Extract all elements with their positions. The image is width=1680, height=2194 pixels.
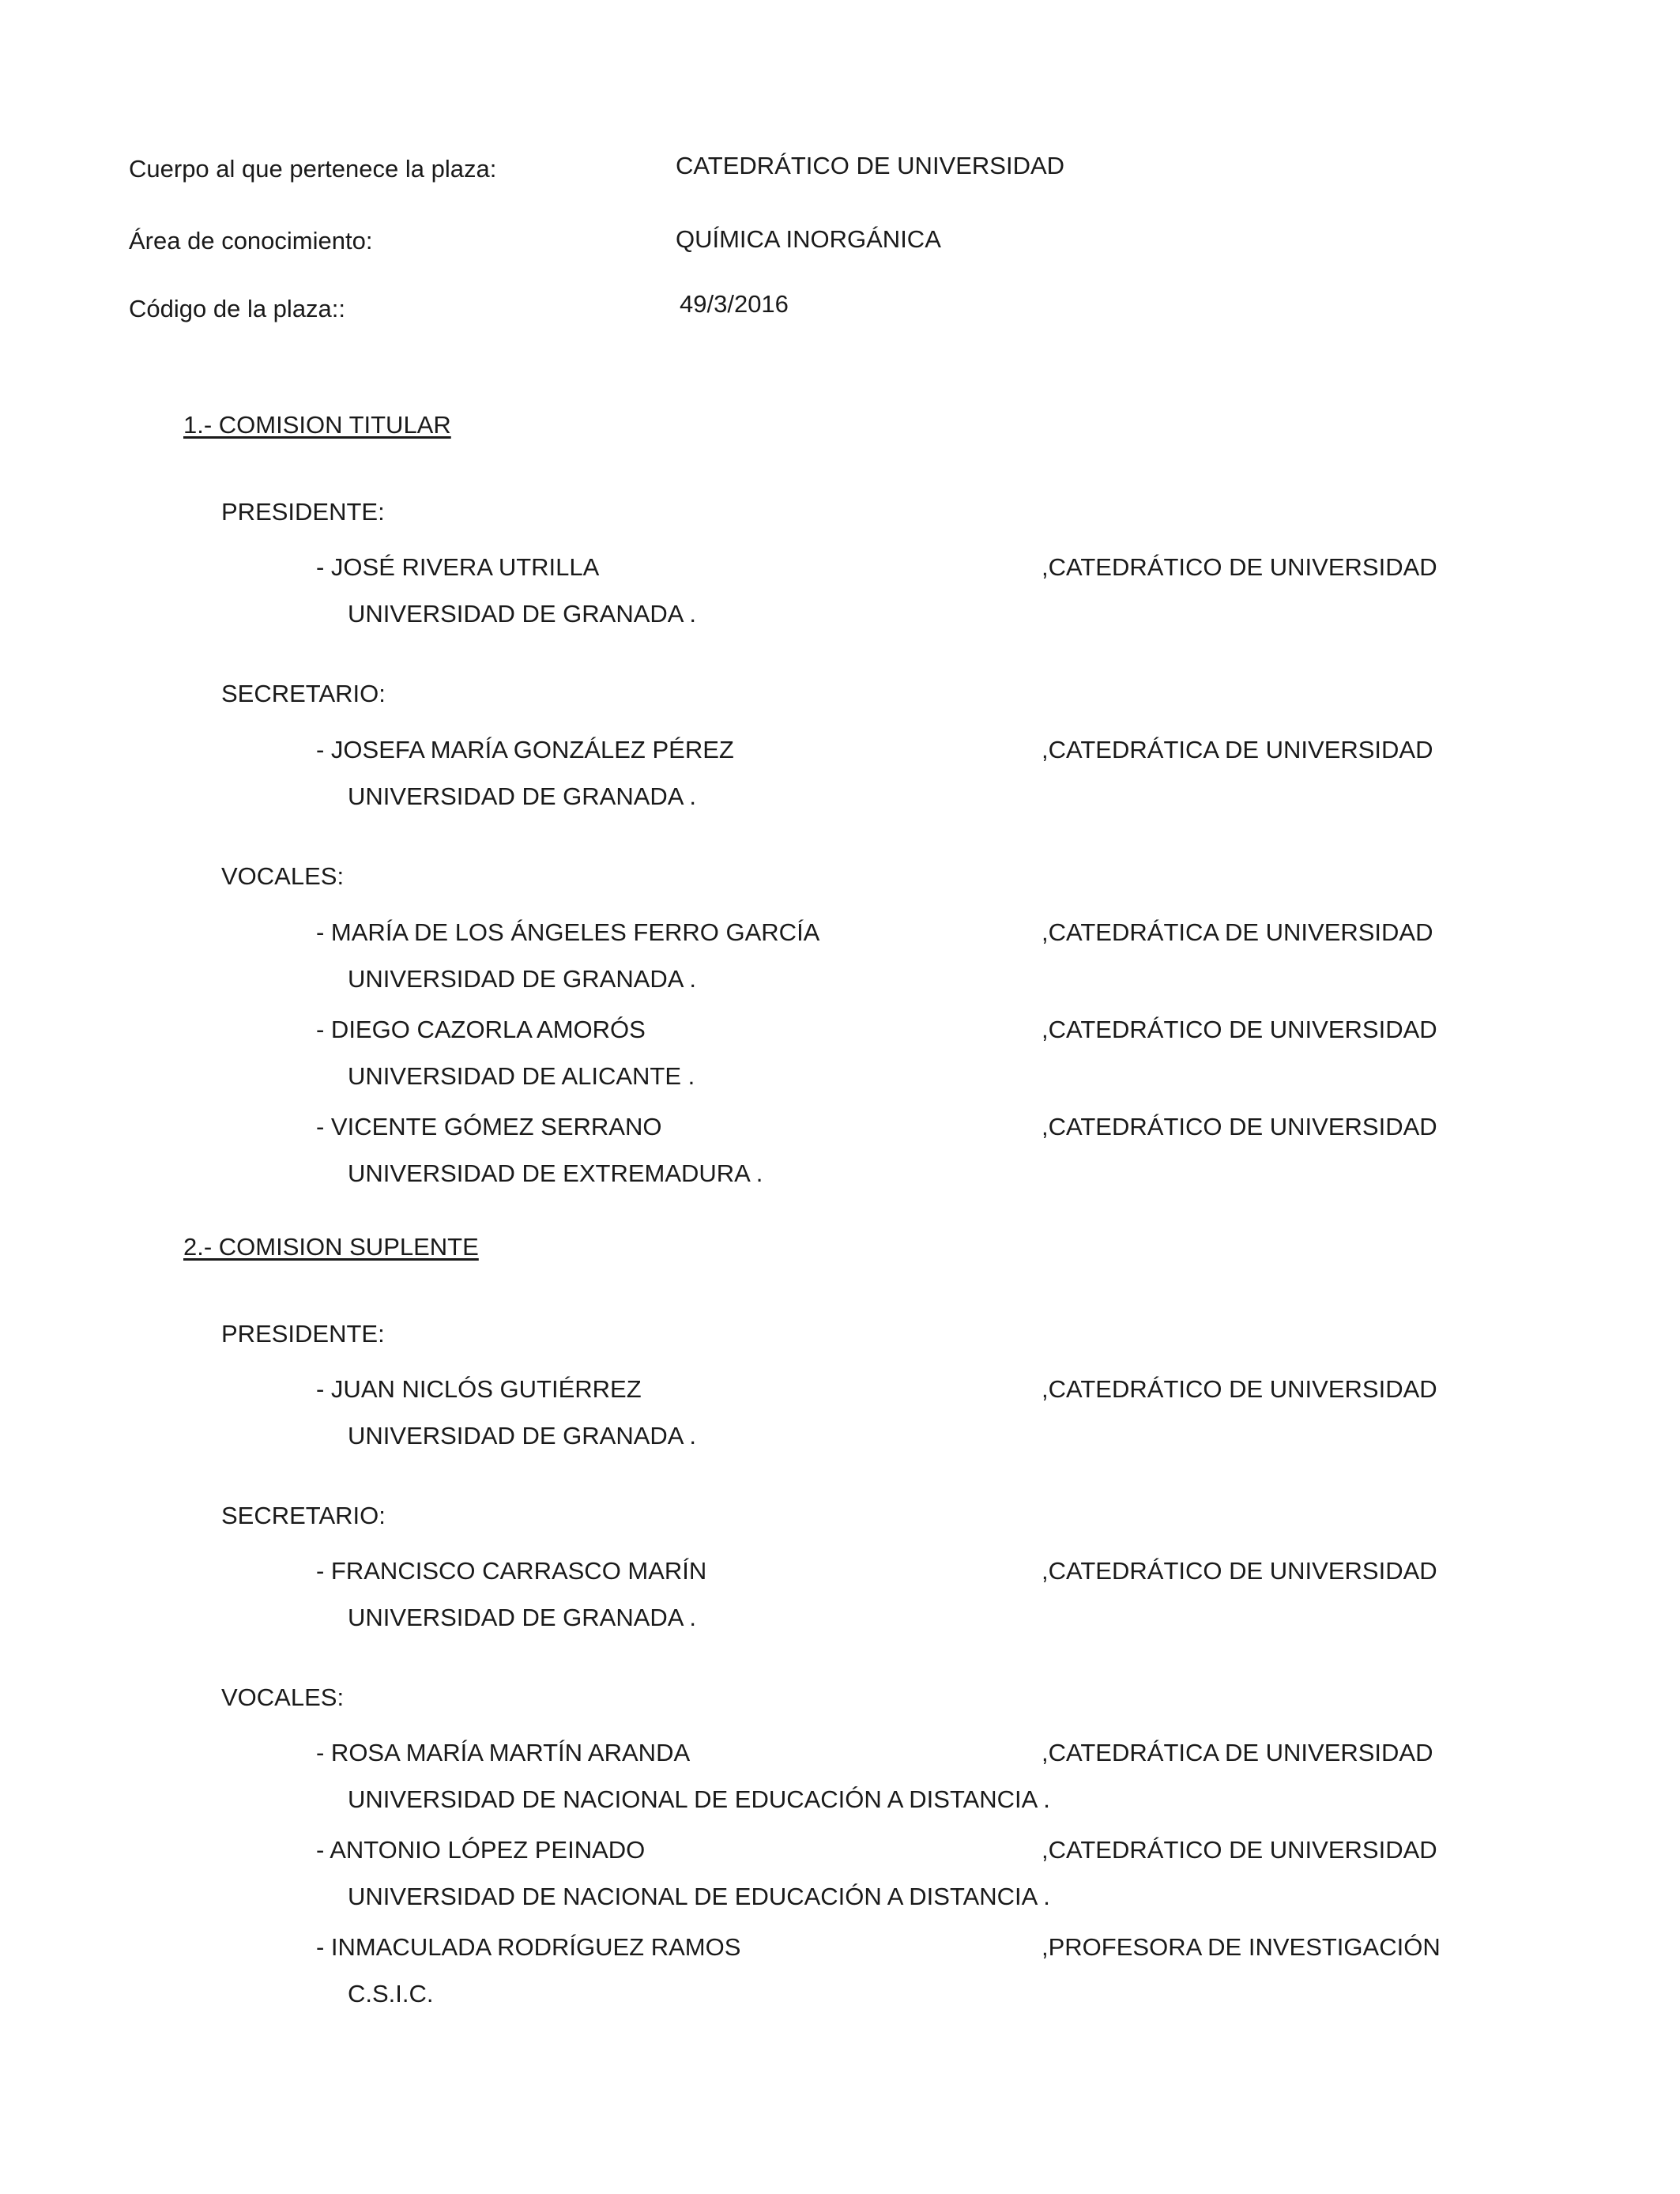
suplente-secretario-label: SECRETARIO: bbox=[221, 1502, 386, 1529]
member-university: UNIVERSIDAD DE NACIONAL DE EDUCACIÓN A DISTANCIA . bbox=[348, 1883, 1050, 1910]
member-category: ,CATEDRÁTICA DE UNIVERSIDAD bbox=[1042, 1739, 1433, 1766]
section-suplente-title: 2.- COMISION SUPLENTE bbox=[183, 1233, 479, 1261]
member-university: UNIVERSIDAD DE GRANADA . bbox=[348, 1604, 696, 1631]
member-name: - VICENTE GÓMEZ SERRANO bbox=[316, 1113, 662, 1140]
member-name: - MARÍA DE LOS ÁNGELES FERRO GARCÍA bbox=[316, 918, 820, 946]
member-name: - ANTONIO LÓPEZ PEINADO bbox=[316, 1836, 646, 1864]
member-name: - DIEGO CAZORLA AMORÓS bbox=[316, 1016, 646, 1043]
member-name: - JOSÉ RIVERA UTRILLA bbox=[316, 553, 600, 581]
member-name: - ROSA MARÍA MARTÍN ARANDA bbox=[316, 1739, 691, 1766]
cuerpo-value: CATEDRÁTICO DE UNIVERSIDAD bbox=[676, 152, 1065, 179]
member-university: UNIVERSIDAD DE GRANADA . bbox=[348, 965, 696, 993]
member-university: UNIVERSIDAD DE GRANADA . bbox=[348, 782, 696, 810]
header-area-row bbox=[129, 227, 1551, 258]
header-cuerpo-row bbox=[129, 152, 1551, 187]
member-category: ,PROFESORA DE INVESTIGACIÓN bbox=[1042, 1933, 1441, 1961]
codigo-label: Código de la plaza:: bbox=[129, 295, 346, 322]
member-category: ,CATEDRÁTICO DE UNIVERSIDAD bbox=[1042, 1836, 1437, 1864]
member-university: UNIVERSIDAD DE GRANADA . bbox=[348, 1422, 696, 1449]
member-category: ,CATEDRÁTICO DE UNIVERSIDAD bbox=[1042, 1113, 1437, 1140]
member-category: ,CATEDRÁTICA DE UNIVERSIDAD bbox=[1042, 736, 1433, 763]
codigo-value: 49/3/2016 bbox=[680, 290, 789, 318]
member-name: - INMACULADA RODRÍGUEZ RAMOS bbox=[316, 1933, 741, 1961]
area-value: QUÍMICA INORGÁNICA bbox=[676, 225, 941, 253]
suplente-presidente-label: PRESIDENTE: bbox=[221, 1320, 385, 1348]
member-university: C.S.I.C. bbox=[348, 1980, 434, 2007]
member-university: UNIVERSIDAD DE GRANADA . bbox=[348, 600, 696, 628]
member-category: ,CATEDRÁTICA DE UNIVERSIDAD bbox=[1042, 918, 1433, 946]
member-university: UNIVERSIDAD DE EXTREMADURA . bbox=[348, 1159, 763, 1187]
member-university: UNIVERSIDAD DE NACIONAL DE EDUCACIÓN A DISTANCIA . bbox=[348, 1785, 1050, 1813]
area-label: Área de conocimiento: bbox=[129, 227, 373, 254]
member-category: ,CATEDRÁTICO DE UNIVERSIDAD bbox=[1042, 1375, 1437, 1403]
member-university: UNIVERSIDAD DE ALICANTE . bbox=[348, 1062, 695, 1090]
header-codigo-row bbox=[129, 290, 1551, 326]
titular-secretario-label: SECRETARIO: bbox=[221, 680, 386, 707]
titular-presidente-label: PRESIDENTE: bbox=[221, 498, 385, 526]
section-titular-title: 1.- COMISION TITULAR bbox=[183, 411, 451, 439]
cuerpo-label: Cuerpo al que pertenece la plaza: bbox=[129, 155, 497, 183]
titular-vocales-label: VOCALES: bbox=[221, 862, 345, 890]
member-name: - FRANCISCO CARRASCO MARÍN bbox=[316, 1557, 707, 1585]
suplente-vocales-label: VOCALES: bbox=[221, 1683, 345, 1711]
member-category: ,CATEDRÁTICO DE UNIVERSIDAD bbox=[1042, 1016, 1437, 1043]
member-category: ,CATEDRÁTICO DE UNIVERSIDAD bbox=[1042, 1557, 1437, 1585]
member-name: - JOSEFA MARÍA GONZÁLEZ PÉREZ bbox=[316, 736, 734, 763]
member-category: ,CATEDRÁTICO DE UNIVERSIDAD bbox=[1042, 553, 1437, 581]
member-name: - JUAN NICLÓS GUTIÉRREZ bbox=[316, 1375, 642, 1403]
